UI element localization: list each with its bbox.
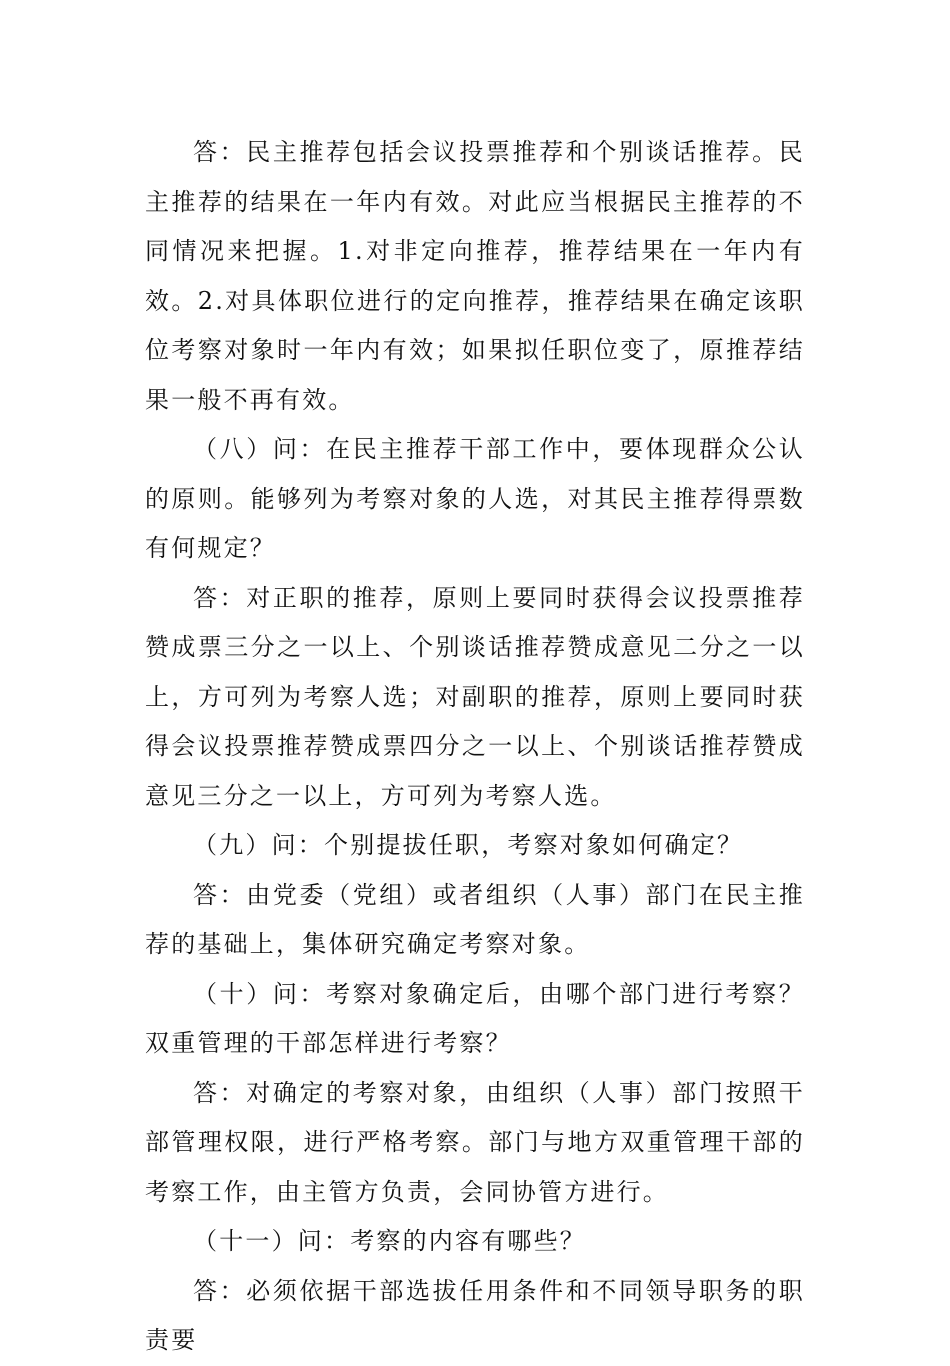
answer-paragraph-11: 答：必须依据干部选拔任用条件和不同领导职务的职责要: [145, 1276, 805, 1354]
question-paragraph-8: （八）问：在民主推荐干部工作中，要体现群众公认的原则。能够列为考察对象的人选，对其民主推荐得票数有何规定？: [145, 435, 805, 562]
document-body: [145, 128, 805, 1366]
question-paragraph-9: （九）问：个别提拔任职，考察对象如何确定？: [193, 831, 744, 859]
answer-paragraph-8: 答：对正职的推荐，原则上要同时获得会议投票推荐赞成票三分之一以上、个别谈话推荐赞成意见二分之一以上，方可列为考察人选；对副职的推荐，原则上要同时获得会议投票推荐赞成票四分之一以上、个别谈话推荐赞成意见三分之一以上，方可列为考察人选。: [145, 583, 805, 810]
answer-paragraph-recommendation-validity: 答：民主推荐包括会议投票推荐和个别谈话推荐。民主推荐的结果在一年内有效。对此应当根据民主推荐的不同情况来把握。1.对非定向推荐，推荐结果在一年内有效。2.对具体职位进行的定向推荐，推荐结果在确定该职位考察对象时一年内有效；如果拟任职位变了，原推荐结果一般不再有效。: [145, 138, 805, 414]
answer-paragraph-10: 答：对确定的考察对象，由组织（人事）部门按照干部管理权限，进行严格考察。部门与地方双重管理干部的考察工作，由主管方负责，会同协管方进行。: [145, 1078, 805, 1206]
question-paragraph-10: （十）问：考察对象确定后，由哪个部门进行考察？双重管理的干部怎样进行考察？: [145, 979, 805, 1057]
answer-paragraph-9: 答：由党委（党组）或者组织（人事）部门在民主推荐的基础上，集体研究确定考察对象。: [145, 880, 805, 958]
question-paragraph-11: （十一）问：考察的内容有哪些？: [193, 1227, 586, 1255]
